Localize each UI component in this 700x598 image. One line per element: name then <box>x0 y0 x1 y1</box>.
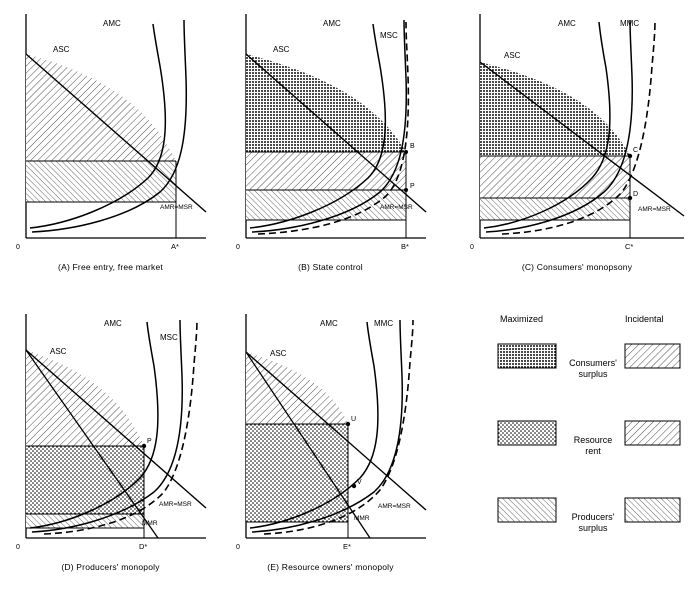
label-asc: ASC <box>53 45 70 54</box>
region-resource-rent <box>480 156 630 198</box>
label-xstar: A* <box>171 242 179 251</box>
legend-label-producers-surplus <box>565 512 621 534</box>
point-p <box>404 188 408 192</box>
label-amc: AMC <box>104 319 122 328</box>
panel-b-plot <box>228 6 433 256</box>
legend <box>470 306 695 576</box>
label-amr-msr: AMR=MSR <box>380 204 413 211</box>
region-resource-rent <box>26 446 144 514</box>
legend-label-rent-line2: rent <box>585 446 601 456</box>
label-point-c: C <box>633 147 639 154</box>
region-producers-surplus <box>480 198 630 220</box>
point-c <box>628 154 632 158</box>
panel-c-plot <box>462 6 692 256</box>
label-amr-msr: AMR=MSR <box>638 206 671 213</box>
label-msc: MSC <box>380 31 398 40</box>
label-origin: 0 <box>236 544 240 551</box>
swatch-producers-maximized <box>498 498 556 522</box>
panel-b-caption: (B) State control <box>298 262 363 272</box>
label-origin: 0 <box>236 244 240 251</box>
panel-e-plot <box>228 306 433 556</box>
label-point-v: V <box>357 479 362 486</box>
legend-header-maximized: Maximized <box>500 314 544 324</box>
point-d <box>628 196 632 200</box>
label-asc: ASC <box>273 45 290 54</box>
label-amr-msr: AMR=MSR <box>378 503 411 510</box>
panel-b <box>228 6 433 272</box>
panel-e <box>228 306 433 572</box>
panel-a-caption: (A) Free entry, free market <box>58 262 163 272</box>
swatch-rent-maximized <box>498 421 556 445</box>
label-mmr: MMR <box>142 520 158 527</box>
legend-label-consumers-surplus <box>565 358 621 380</box>
panel-a <box>8 6 213 272</box>
label-amc: AMC <box>558 19 576 28</box>
label-msc: MSC <box>160 333 178 342</box>
swatch-consumers-maximized <box>498 344 556 368</box>
label-amc: AMC <box>103 19 121 28</box>
swatch-rent-incidental <box>625 421 680 445</box>
label-point-d: D <box>633 191 639 198</box>
legend-label-producers-line2: surplus <box>578 523 608 533</box>
label-asc: ASC <box>50 347 67 356</box>
label-origin: 0 <box>16 244 20 251</box>
label-point-p: P <box>410 183 415 190</box>
region-consumers-surplus <box>26 350 144 446</box>
panel-e-caption: (E) Resource owners' monopoly <box>267 562 394 572</box>
label-asc: ASC <box>504 51 521 60</box>
region-consumers-surplus <box>246 352 348 424</box>
panel-d <box>8 306 213 572</box>
label-amc: AMC <box>320 319 338 328</box>
swatch-consumers-incidental <box>625 344 680 368</box>
point-u <box>346 422 350 426</box>
point-v <box>352 484 356 488</box>
legend-header-incidental: Incidental <box>625 314 664 324</box>
region-consumers-surplus <box>246 54 406 152</box>
legend-label-producers-line1: Producers' <box>571 512 615 522</box>
panel-d-caption: (D) Producers' monopoly <box>61 562 160 572</box>
legend-label-consumers-line1: Consumers' <box>569 358 617 368</box>
label-xstar: B* <box>401 242 409 251</box>
region-consumers-surplus <box>26 54 176 161</box>
label-xstar: C* <box>625 242 634 251</box>
label-origin: 0 <box>16 544 20 551</box>
label-origin: 0 <box>470 244 474 251</box>
label-asc: ASC <box>270 349 287 358</box>
label-mmc: MMC <box>620 19 640 28</box>
panel-c <box>462 6 692 272</box>
region-resource-rent <box>246 424 348 522</box>
label-mmr: MMR <box>354 515 370 522</box>
label-amc: AMC <box>323 19 341 28</box>
label-xstar: D* <box>139 542 148 551</box>
region-resource-rent <box>246 152 406 190</box>
label-amr-msr: AMR=MSR <box>159 501 192 508</box>
legend-label-rent-line1: Resource <box>573 435 613 445</box>
swatch-producers-incidental <box>625 498 680 522</box>
label-point-u: U <box>351 416 357 423</box>
legend-label-resource-rent <box>565 435 621 457</box>
label-mmc: MMC <box>374 319 394 328</box>
panel-a-plot <box>8 6 213 256</box>
label-xstar: E* <box>343 542 351 551</box>
region-producers-surplus <box>26 161 176 202</box>
legend-label-consumers-line2: surplus <box>578 369 608 379</box>
panel-d-plot <box>8 306 213 556</box>
label-point-p: P <box>147 438 152 445</box>
label-point-b: B <box>410 143 415 150</box>
panel-c-caption: (C) Consumers' monopsony <box>521 262 633 272</box>
point-p <box>142 444 146 448</box>
label-amr-msr: AMR=MSR <box>160 204 193 211</box>
point-b <box>404 150 408 154</box>
